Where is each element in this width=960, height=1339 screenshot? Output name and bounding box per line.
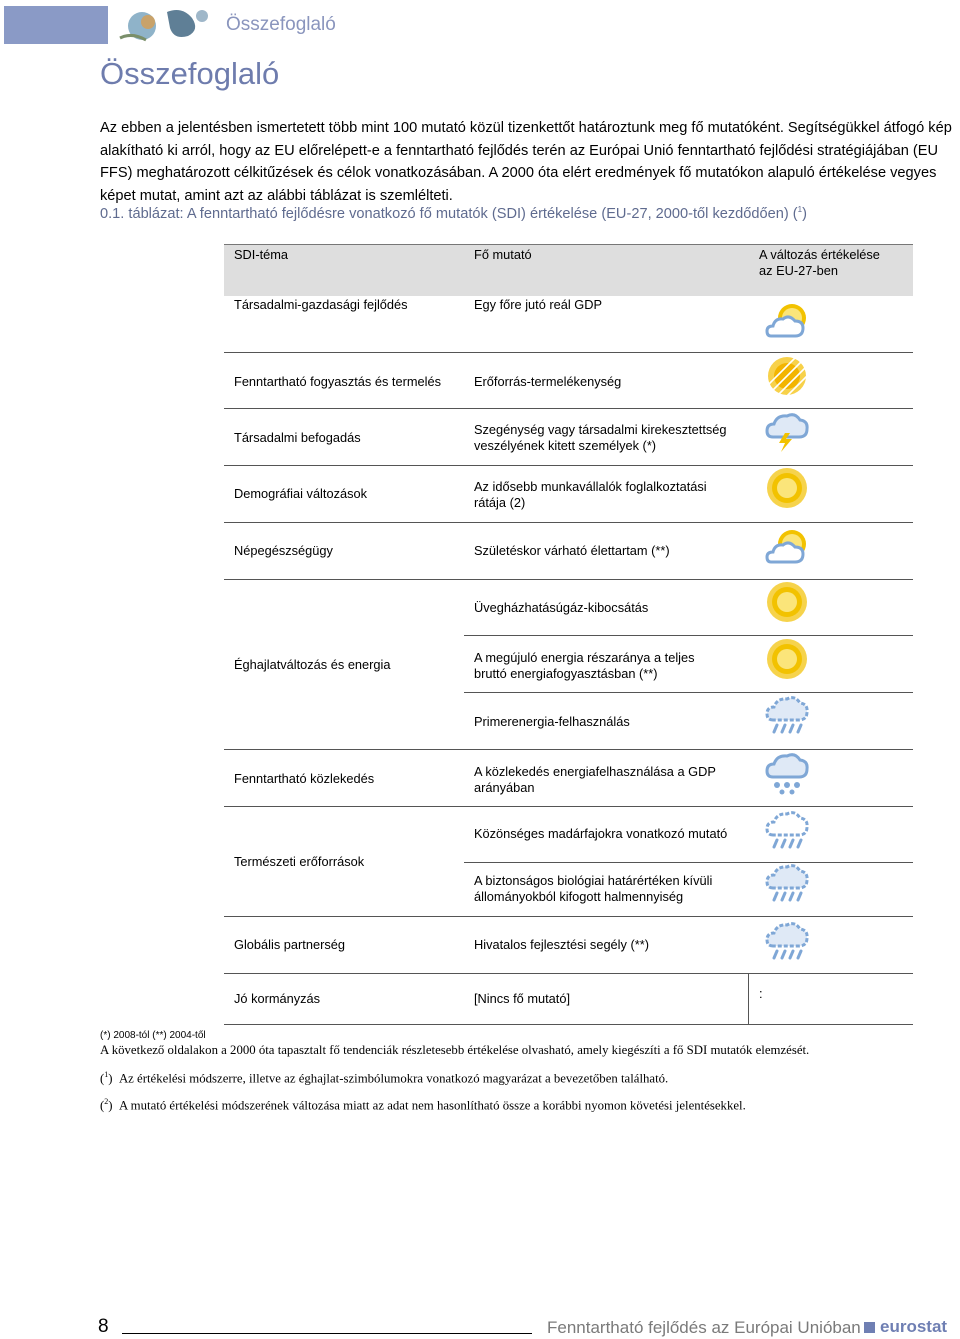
sun-cloud-icon: [765, 526, 809, 570]
header-indicator: Fő mutató: [474, 247, 532, 262]
row-indicator: Szegénység vagy társadalmi kirekesztettség veszélyének kitett személyek (*): [474, 422, 727, 453]
row-divider: [224, 579, 913, 580]
row-divider: [224, 973, 913, 974]
footer-rule: [122, 1333, 532, 1334]
rain-cloud-icon: [765, 751, 809, 795]
sun-cloud-icon: [765, 300, 809, 344]
row-theme: Természeti erőforrások: [234, 854, 365, 869]
row-indicator: [Nincs fő mutató]: [474, 991, 571, 1006]
sun-icon: [765, 637, 809, 681]
eurostat-square-icon: [864, 1322, 875, 1333]
row-indicator: Születéskor várható élettartam (**): [474, 543, 670, 558]
table-footnote: (*) 2008-tól (**) 2004-től: [100, 1030, 206, 1041]
header-color-bar: [4, 6, 108, 44]
header-evaluation: A változás értékelése az EU-27-ben: [759, 247, 880, 278]
row-theme: Globális partnerség: [234, 937, 345, 952]
page-title: Összefoglaló: [100, 56, 280, 91]
striped-rain-cloud-icon: [765, 862, 809, 906]
eurostat-logo: eurostat: [880, 1317, 948, 1336]
row-indicator: A biztonságos biológiai határértéken kívüli állományokból kifogott halmennyiség: [474, 873, 713, 904]
row-evaluation: :: [759, 986, 763, 1001]
header-theme: SDI-téma: [234, 247, 289, 262]
row-divider: [224, 408, 913, 409]
row-divider: [224, 916, 913, 917]
row-theme: Demográfiai változások: [234, 486, 368, 501]
row-theme: Népegészségügy: [234, 543, 333, 558]
row-theme: Éghajlatváltozás és energia: [234, 657, 391, 672]
row-divider: [224, 1024, 913, 1025]
header-banner-image: [112, 4, 216, 46]
row-indicator: Erőforrás-termelékenység: [474, 374, 622, 389]
row-divider: [224, 749, 913, 750]
row-indicator: Közönséges madárfajokra vonatkozó mutató: [474, 826, 728, 841]
cell-divider: [748, 973, 749, 1024]
table-caption: 0.1. táblázat: A fenntartható fejlődésre vonatkozó fő mutatók (SDI) értékelése (EU-27, 2000-től kezdődően) ($^1$): [100, 205, 807, 222]
row-indicator: Hivatalos fejlesztési segély (**): [474, 937, 649, 952]
note-2: ($^2$) A mutató értékelési módszerének változása miatt az adat nem hasonlítható össze a korábbi nyomon követési jelentésekkel.: [100, 1097, 746, 1113]
sun-icon: [765, 466, 809, 510]
row-divider: [464, 862, 913, 863]
row-indicator: Egy főre jutó reál GDP: [474, 297, 603, 312]
row-indicator: Primerenergia-felhasználás: [474, 714, 630, 729]
footer-publication-title: Fenntartható fejlődés az Európai Unióban: [547, 1318, 861, 1337]
row-divider: [464, 635, 913, 636]
row-indicator: Üvegházhatásúgáz-kibocsátás: [474, 600, 649, 615]
striped-sun-icon: [765, 354, 809, 398]
row-indicator: A közlekedés energiafelhasználása a GDP arányában: [474, 764, 716, 795]
row-indicator: A megújuló energia részaránya a teljes bruttó energiafogyasztásban (**): [474, 650, 695, 681]
storm-cloud-icon: [765, 409, 809, 453]
striped-rain-cloud-icon: [765, 694, 809, 738]
row-theme: Társadalmi-gazdasági fejlődés: [234, 297, 408, 312]
row-divider: [224, 465, 913, 466]
striped-rain-cloud-icon: [765, 920, 809, 964]
page-number: 8: [98, 1316, 109, 1337]
row-divider: [224, 806, 913, 807]
row-theme: Jó kormányzás: [234, 991, 321, 1006]
header-section-title: Összefoglaló: [226, 14, 336, 35]
row-theme: Társadalmi befogadás: [234, 430, 361, 445]
row-indicator: Az idősebb munkavállalók foglalkoztatási rátája (2): [474, 479, 707, 510]
sun-icon: [765, 580, 809, 624]
note-main: A következő oldalakon a 2000 óta tapasztalt fő tendenciák részletesebb értékelése olvasható, amely kiegészíti a fő SDI mutatók elemzését.: [100, 1043, 810, 1057]
outline-rain-cloud-icon: [765, 809, 809, 853]
row-theme: Fenntartható közlekedés: [234, 771, 375, 786]
note-1: ($^1$) Az értékelési módszerre, illetve az éghajlat-szimbólumokra vonatkozó magyarázat a bevezetőben található.: [100, 1070, 669, 1086]
row-divider: [224, 522, 913, 523]
row-theme: Fenntartható fogyasztás és termelés: [234, 374, 441, 389]
row-divider: [224, 352, 913, 353]
row-divider: [464, 692, 913, 693]
intro-paragraph: Az ebben a jelentésben ismertetett több mint 100 mutató közül tizenkettőt határoztunk meg fő mutatóként. Segítségükkel átfogó kép alakítható ki arról, hogy az EU előrelépett-e a fenntartható fejlődés terén az Európai Unió fenntartható fejlődési stratégiájában (EU FFS) meghatározott célkitűzések és célok vonatkozásában. A 2000 óta elért eredmények fő mutatókon alapuló értékelése vegyes képet mutat, amint azt az alábbi táblázat is szemlélteti.: [100, 120, 952, 204]
